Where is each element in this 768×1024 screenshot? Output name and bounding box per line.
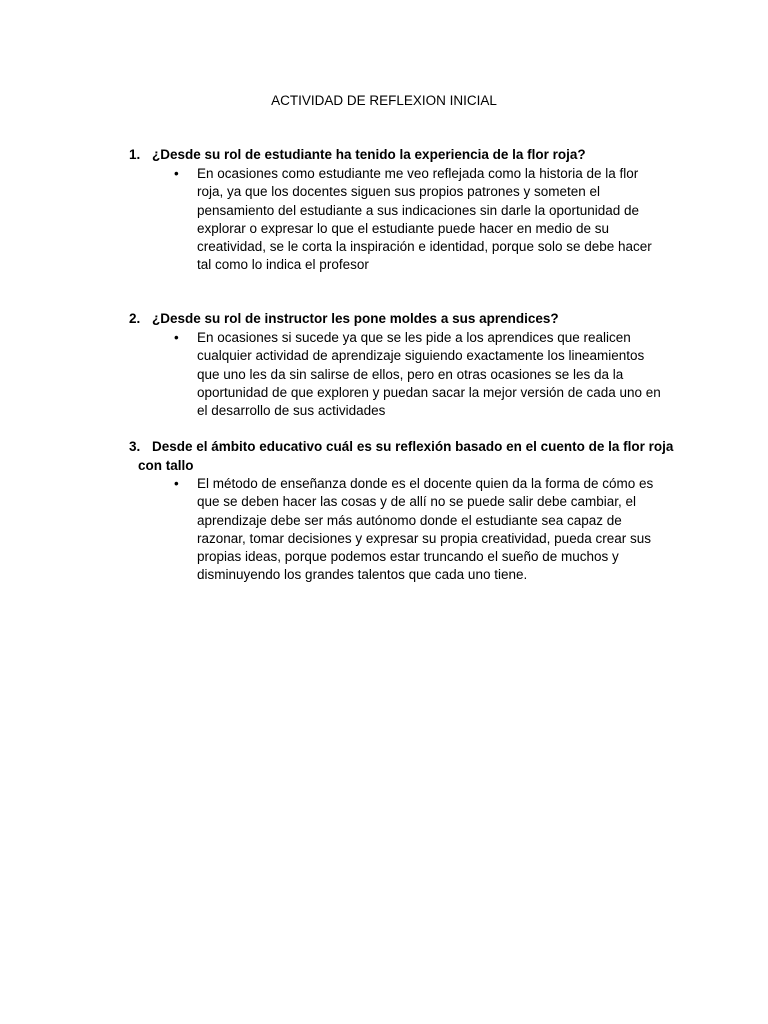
question-text: ¿Desde su rol de instructor les pone moldes a sus aprendices? — [152, 311, 559, 326]
question-number: 2. — [129, 311, 141, 326]
answer-3 — [174, 475, 666, 585]
answer-text: En ocasiones como estudiante me veo reflejada como la historia de la flor roja, ya que los docentes siguen sus propios patrones y someten el pensamiento del estudiante a sus indicaciones sin darle la oportunidad de explorar o expresar lo que el estudiante puede hacer en medio de su creatividad, se le corta la inspiración e identidad, porque solo se debe hacer tal como lo indica el profesor — [197, 166, 652, 273]
answer-2 — [174, 329, 666, 420]
question-text: ¿Desde su rol de estudiante ha tenido la experiencia de la flor roja? — [152, 147, 586, 162]
question-number: 3. — [129, 439, 141, 454]
bullet-icon: • — [174, 166, 179, 181]
question-3 — [129, 438, 674, 475]
bullet-icon: • — [174, 330, 179, 345]
question-number: 1. — [129, 147, 141, 162]
answer-text: En ocasiones si sucede ya que se les pide a los aprendices que realicen cualquier actividad de aprendizaje siguiendo exactamente los lineamientos que uno les da sin salirse de ellos, pero en otras ocasiones se les da la oportunidad de que exploren y puedan sacar la mejor versión de cada uno en el desarrollo de sus actividades — [197, 330, 661, 419]
question-text: Desde el ámbito educativo cuál es su reflexión basado en el cuento de la flor roja con tallo — [138, 439, 674, 473]
answer-text: El método de enseñanza donde es el docente quien da la forma de cómo es que se deben hacer las cosas y de allí no se puede salir debe cambiar, el aprendizaje debe ser más autónomo donde el estudiante sea capaz de razonar, tomar decisiones y expresar su propia creatividad, pueda crear sus propias ideas, porque podemos estar truncando el sueño de muchos y disminuyendo los grandes talentos que cada uno tiene. — [197, 476, 654, 583]
answer-1 — [174, 165, 666, 275]
question-2 — [129, 310, 674, 329]
document-title: ACTIVIDAD DE REFLEXION INICIAL — [271, 93, 497, 108]
bullet-icon: • — [174, 476, 179, 491]
question-1 — [129, 146, 674, 165]
